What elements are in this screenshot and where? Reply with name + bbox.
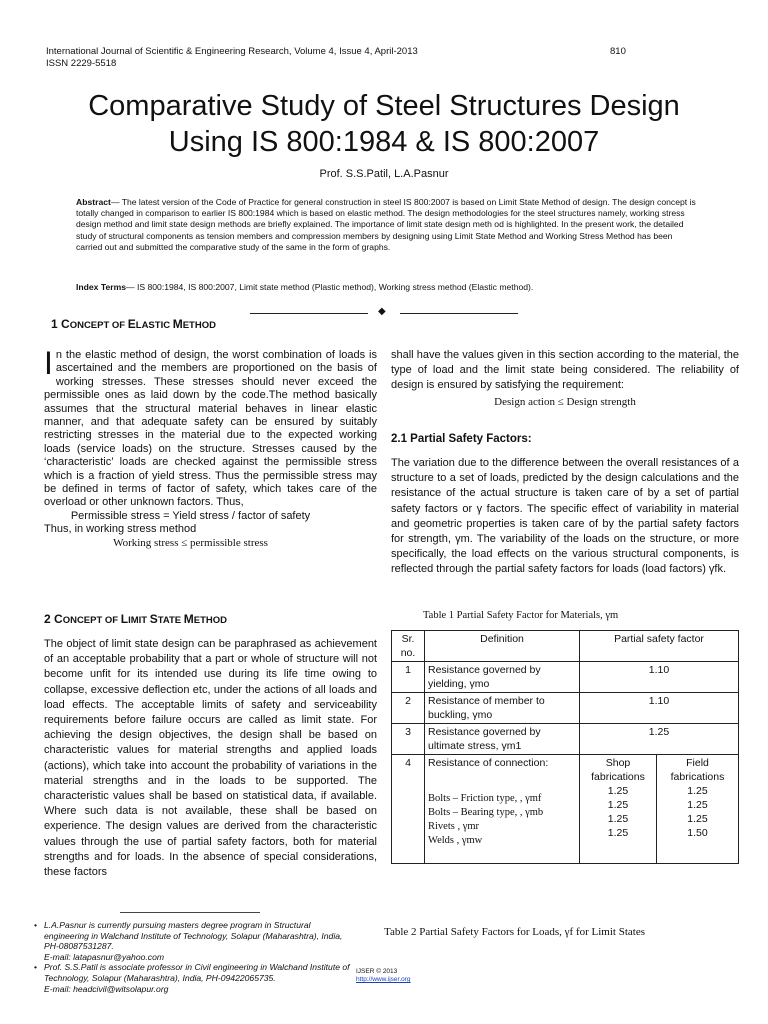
table-cell: 2 bbox=[392, 693, 425, 724]
table-cell: 1.10 bbox=[580, 693, 739, 724]
table-cell bbox=[657, 755, 739, 864]
ijser-footer bbox=[356, 968, 411, 984]
shop-value: 1.25 bbox=[607, 785, 629, 797]
table-cell bbox=[425, 755, 580, 864]
table-2-caption: Table 2 Partial Safety Factors for Loads, γf for Limit States bbox=[384, 926, 645, 938]
table-cell: Resistance of member to buckling, γmo bbox=[425, 693, 580, 724]
right-column-intro bbox=[391, 348, 739, 410]
field-fabrications-header: Field fabrications bbox=[670, 757, 725, 783]
subsection-2-1-body: The variation due to the difference between the overall resistances of a structure to a set of loads, predicted by the design calculations and the resistance of the actual structure is taken care of by a set of partial safety factors or γ factors. The specific effect of variability in material and geometric properties is taken care of by the partial safety factors for strength, γm. The variability of the loads on the structure, or more specifically, the load effects on the various structural components, is reflected through the partial safety factors for loads (load factors) γfk. bbox=[391, 457, 739, 576]
table-row bbox=[392, 693, 739, 724]
section-separator bbox=[250, 308, 520, 318]
footnote-rule bbox=[120, 912, 260, 913]
shop-value: 1.25 bbox=[607, 827, 629, 839]
ijser-link[interactable]: http://www.ijser.org bbox=[356, 976, 411, 983]
abstract-label: Abstract bbox=[76, 197, 111, 207]
table-cell: 3 bbox=[392, 724, 425, 755]
journal-name: International Journal of Scientific & Engineering Research, Volume 4, Issue 4, April-2013 bbox=[46, 46, 418, 57]
table-1-caption: Table 1 Partial Safety Factor for Materials, γm bbox=[423, 610, 619, 621]
diamond-icon: ◆ bbox=[378, 306, 386, 317]
shop-value: 1.25 bbox=[607, 799, 629, 811]
connection-item: Bolts – Friction type, , γmf bbox=[428, 793, 542, 804]
table-row bbox=[392, 755, 739, 864]
field-value: 1.50 bbox=[687, 827, 708, 839]
table-header-row bbox=[392, 631, 739, 662]
issn: ISSN 2229-5518 bbox=[46, 58, 117, 69]
index-terms-text: — IS 800:1984, IS 800:2007, Limit state method (Plastic method), Working stress method (Elastic method). bbox=[126, 282, 534, 292]
running-header bbox=[46, 46, 686, 70]
abstract bbox=[76, 197, 696, 253]
bullet-icon: • bbox=[34, 962, 38, 973]
table-cell: 1.25 bbox=[580, 724, 739, 755]
table-cell: 1.10 bbox=[580, 662, 739, 693]
footnotes bbox=[34, 920, 352, 994]
footnote-email: E-mail: headcivil@witsolapur.org bbox=[44, 983, 169, 994]
footnote-item: • Prof. S.S.Patil is associate professor in Civil engineering in Walchand Institute of Technology, Solapur (Maharashtra), India, PH-09422065735. E-mail: headcivil@witsolapur.org bbox=[34, 962, 352, 994]
title-line-1: Comparative Study of Steel Structures Design bbox=[88, 90, 680, 122]
authors: Prof. S.S.Patil, L.A.Pasnur bbox=[319, 168, 449, 180]
table-header-cell: Definition bbox=[425, 631, 580, 662]
connection-item: Rivets , γmr bbox=[428, 821, 480, 832]
table-cell: Resistance governed by ultimate stress, γm1 bbox=[425, 724, 580, 755]
equation-permissible-stress: Permissible stress = Yield stress / factor of safety bbox=[70, 509, 311, 522]
drop-cap: I bbox=[44, 345, 53, 381]
section-2-body: The object of limit state design can be paraphrased as achievement of an acceptable probability that a part or whole of structure will not become unfit for its intended use during its life time owing to collapse, excessive deflection etc, under the actions of all loads and load effects. The acceptable limits of safety and serviceability requirements before failure occurs are called as limit state. For achieving the design objectives, the design shall be based on characteristic values for material strengths and applied loads (actions), which take into account the probability of variations in the material strengths and in the loads to be supported. The characteristic values shall be based on statistical data, if available. Where such data is not available, these shall be based on experience. The design values are derived from the characteristic values through the use of partial safety factors, both for material strengths and for loads. In the absence of special considerations, these factors bbox=[44, 638, 377, 879]
table-cell: 4 bbox=[392, 755, 425, 864]
section-1-heading: 1 CONCEPT OF ELASTIC METHOD bbox=[51, 317, 216, 331]
section-1-text: n the elastic method of design, the worst combination of loads is ascertained and the members are proportioned on the basis of working stresses. These stresses should never exceed the permissible ones as laid down by the code.The method basically assumes that the structural material behaves in linear elastic manner, and that adequate safety can be ensured by suitably restricting stresses in the material due to the expected working loads (service loads) on the structure. Stresses caused by the ‘characteristic’ loads are checked against the permissible stress which is a fraction of yield stress. Thus the permissible stress may be defined in terms of factor of safety, which takes care of the overload or other unknown factors. Thus, bbox=[44, 349, 377, 509]
reliability-text: shall have the values given in this section according to the material, the type of load and the limit state being considered. The reliability of design is ensured by satisfying the requirement: bbox=[391, 349, 739, 392]
working-stress-intro: Thus, in working stress method bbox=[44, 523, 197, 536]
index-terms-label: Index Terms bbox=[76, 282, 126, 292]
shop-fabrications-header: Shop fabrications bbox=[591, 757, 645, 783]
table-cell bbox=[580, 755, 657, 864]
title-line-2: Using IS 800:1984 & IS 800:2007 bbox=[168, 126, 600, 158]
footnote-item: • L.A.Pasnur is currently pursuing masters degree program in Structural engineering in Walchand Institute of Technology, Solapur (Maharashtra), India, PH-08087531287. E-mail: latapasnur@yahoo.com bbox=[34, 920, 352, 962]
table-cell: 1 bbox=[392, 662, 425, 693]
connection-item: Welds , γmw bbox=[428, 835, 483, 846]
shop-value: 1.25 bbox=[607, 813, 629, 825]
table-header-cell: Partial safety factor bbox=[580, 631, 739, 662]
section-1-body bbox=[44, 345, 377, 550]
subsection-2-1-heading: 2.1 Partial Safety Factors: bbox=[391, 433, 532, 445]
table-row bbox=[392, 662, 739, 693]
section-2-heading: 2 CONCEPT OF LIMIT STATE METHOD bbox=[44, 612, 228, 626]
equation-design-action: Design action ≤ Design strength bbox=[494, 395, 636, 408]
field-value: 1.25 bbox=[687, 785, 708, 797]
field-value: 1.25 bbox=[687, 799, 708, 811]
table-1 bbox=[391, 630, 739, 864]
ijser-copyright: IJSER © 2013 bbox=[356, 968, 398, 975]
footnote-email: E-mail: latapasnur@yahoo.com bbox=[44, 951, 165, 962]
paper-title bbox=[0, 88, 768, 160]
index-terms bbox=[76, 282, 696, 293]
connection-label: Resistance of connection: bbox=[428, 757, 549, 769]
abstract-text: — The latest version of the Code of Practice for general construction in steel IS 800:2007 is based on Limit State Method of design. The design concept is totally changed in comparison to earlier IS 800:1984 which is based on elastic method. The design methodologies for the steel structures namely, working stress design method and limit state design methods are briefly explained. The importance of limit state design meth od is highlighted. In the present work, the detailed study of structural components as tension members and compression members by designing using Limit State Method and Working Stress Method has been carried out and submitted the comparative study of the same in the form of graphs. bbox=[76, 197, 696, 252]
connection-item: Bolts – Bearing type, , γmb bbox=[428, 807, 544, 818]
page-number: 810 bbox=[610, 46, 626, 57]
table-header-cell: Sr. no. bbox=[392, 631, 425, 662]
bullet-icon: • bbox=[34, 920, 38, 930]
table-cell: Resistance governed by yielding, γmo bbox=[425, 662, 580, 693]
table-row bbox=[392, 724, 739, 755]
equation-working-stress: Working stress ≤ permissible stress bbox=[113, 536, 268, 549]
field-value: 1.25 bbox=[687, 813, 708, 825]
